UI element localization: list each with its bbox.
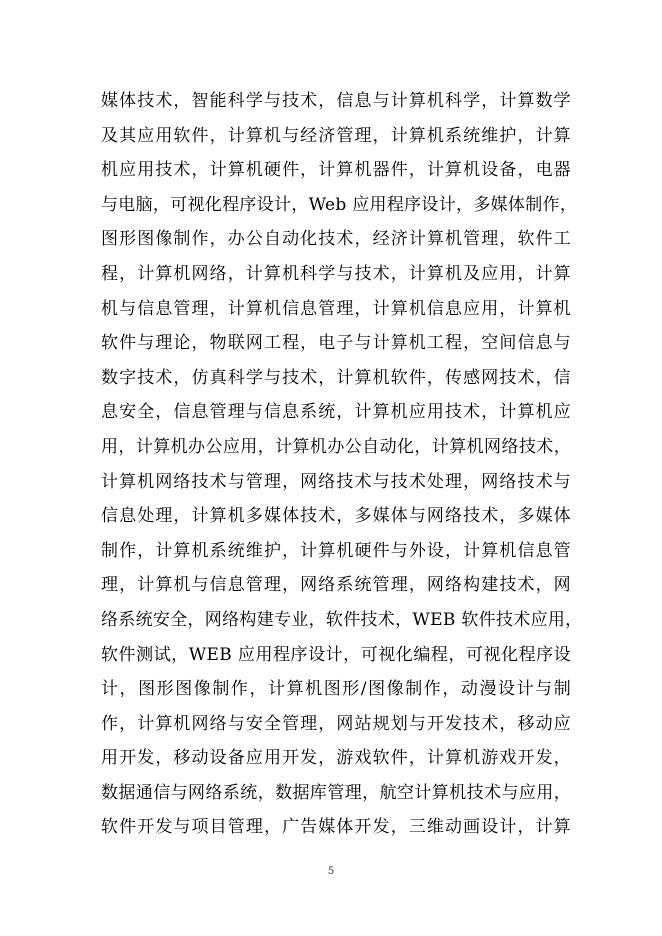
text-line-17: 软件测试，WEB 应用程序设计，可视化编程，可视化程序设	[101, 644, 571, 665]
text-line-20: 用开发，移动设备应用开发，游戏软件，计算机游戏开发，	[101, 748, 571, 769]
text-line-8: 软件与理论，物联网工程，电子与计算机工程，空间信息与	[101, 333, 571, 354]
text-line-12: 计算机网络技术与管理，网络技术与技术处理，网络技术与	[101, 471, 571, 492]
text-line-10: 息安全，信息管理与信息系统，计算机应用技术，计算机应	[101, 402, 571, 423]
text-line-7: 机与信息管理，计算机信息管理，计算机信息应用，计算机	[101, 298, 571, 319]
text-line-19: 作，计算机网络与安全管理，网站规划与开发技术，移动应	[101, 713, 571, 734]
text-line-1: 媒体技术，智能科学与技术，信息与计算机科学，计算数学	[101, 91, 571, 111]
text-line-15: 理，计算机与信息管理，网络系统管理，网络构建技术，网	[101, 575, 571, 596]
text-line-14: 制作，计算机系统维护，计算机硬件与外设，计算机信息管	[101, 540, 571, 561]
page-number: 5	[327, 866, 335, 877]
text-line-11: 用，计算机办公应用，计算机办公自动化，计算机网络技术，	[101, 436, 571, 457]
text-line-9: 数字技术，仿真科学与技术，计算机软件，传感网技术，信	[101, 367, 571, 388]
text-line-21: 数据通信与网络系统，数据库管理，航空计算机技术与应用，	[101, 782, 571, 803]
text-line-18: 计，图形图像制作，计算机图形/图像制作，动漫设计与制	[101, 679, 571, 700]
text-line-2: 及其应用软件，计算机与经济管理，计算机系统维护，计算	[101, 125, 571, 146]
text-line-13: 信息处理，计算机多媒体技术，多媒体与网络技术，多媒体	[101, 506, 571, 527]
text-line-6: 程，计算机网络，计算机科学与技术，计算机及应用，计算	[101, 263, 571, 284]
text-line-4: 与电脑，可视化程序设计，Web 应用程序设计，多媒体制作，	[101, 194, 578, 215]
text-line-3: 机应用技术，计算机硬件，计算机器件，计算机设备，电器	[101, 160, 571, 181]
text-line-22: 软件开发与项目管理，广告媒体开发，三维动画设计，计算	[101, 817, 571, 838]
text-line-5: 图形图像制作，办公自动化技术，经济计算机管理，软件工	[101, 229, 571, 250]
body-text	[101, 84, 583, 845]
text-line-16: 络系统安全，网络构建专业，软件技术，WEB 软件技术应用，	[101, 609, 583, 630]
